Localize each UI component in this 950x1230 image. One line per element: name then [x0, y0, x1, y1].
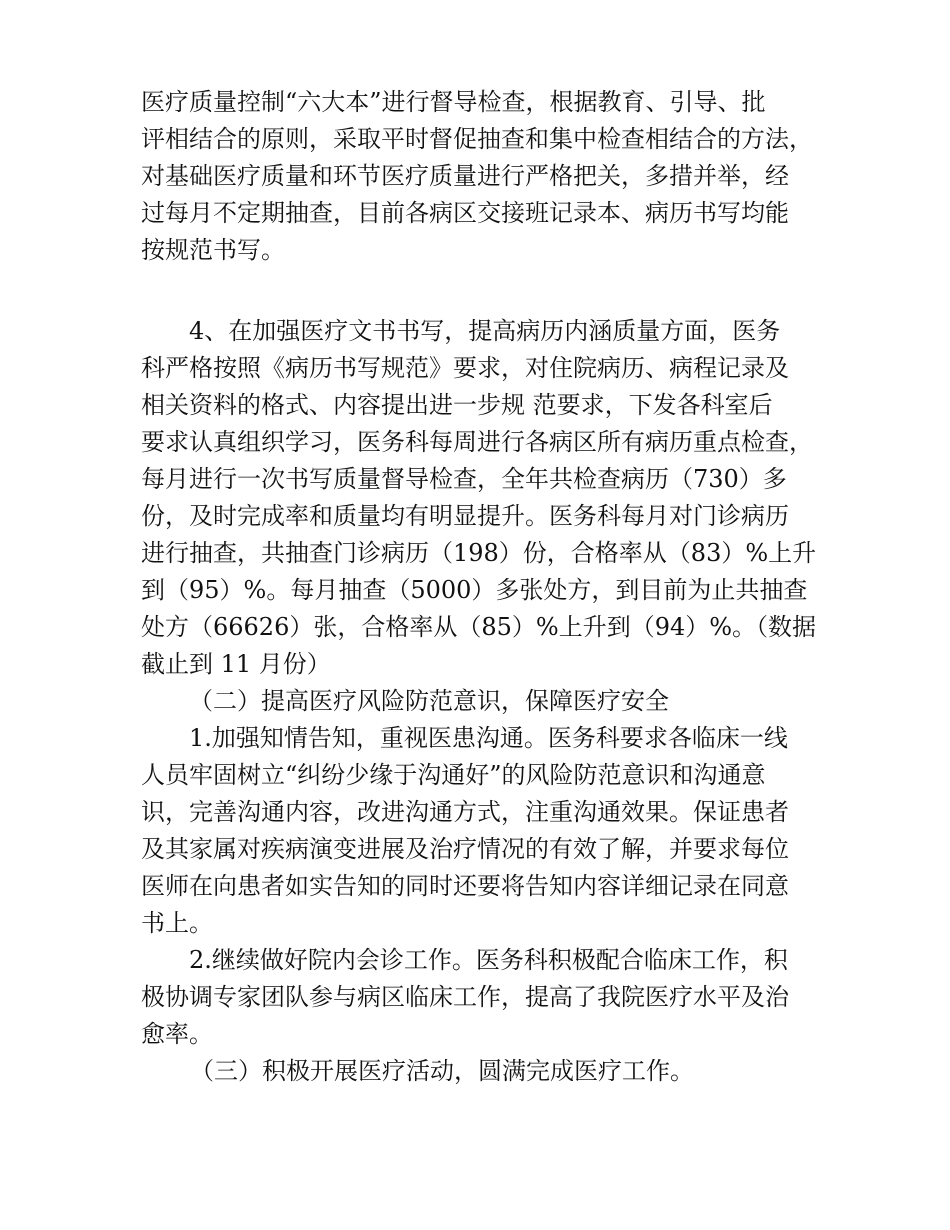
paragraph-line: 按规范书写。 — [141, 236, 285, 264]
paragraph-line: 评相结合的原则，采取平时督促抽查和集中检查相结合的方法， — [141, 125, 813, 153]
section-heading: （三）积极开展医疗活动，圆满完成医疗工作。 — [190, 1057, 694, 1085]
paragraph-line: 识，完善沟通内容，改进沟通方式，注重沟通效果。保证患者 — [141, 798, 789, 826]
section-heading: （二）提高医疗风险防范意识，保障医疗安全 — [189, 687, 669, 715]
paragraph-line: 每月进行一次书写质量督导检查，全年共检查病历（730）多 — [141, 465, 787, 493]
paragraph-line: 相关资料的格式、内容提出进一步规 范要求，下发各科室后 — [141, 391, 773, 419]
paragraph-line: 医师在向患者如实告知的同时还要将告知内容详细记录在同意 — [141, 872, 789, 900]
paragraph-line: 人员牢固树立“纠纷少缘于沟通好”的风险防范意识和沟通意 — [141, 761, 766, 789]
paragraph-line: 1.加强知情告知，重视医患沟通。医务科要求各临床一线 — [189, 724, 788, 752]
paragraph-line: 进行抽查，共抽查门诊病历（198）份，合格率从（83）%上升 — [141, 539, 817, 567]
paragraph-line: 要求认真组织学习，医务科每周进行各病区所有病历重点检查， — [141, 428, 813, 456]
paragraph-line: 愈率。 — [141, 1020, 213, 1048]
paragraph-line: 极协调专家团队参与病区临床工作，提高了我院医疗水平及治 — [141, 983, 789, 1011]
paragraph-line: 份，及时完成率和质量均有明显提升。医务科每月对门诊病历 — [141, 502, 789, 530]
paragraph-line: 2.继续做好院内会诊工作。医务科积极配合临床工作，积 — [189, 946, 788, 974]
paragraph-line: 过每月不定期抽查，目前各病区交接班记录本、病历书写均能 — [141, 199, 789, 227]
paragraph-line: 医疗质量控制“六大本”进行督导检查，根据教育、引导、批 — [141, 88, 766, 116]
paragraph-line: 对基础医疗质量和环节医疗质量进行严格把关，多措并举，经 — [141, 162, 789, 190]
paragraph-line: 到（95）%。每月抽查（5000）多张处方，到目前为止共抽查 — [141, 576, 808, 604]
paragraph-line: 截止到 11 月份） — [141, 650, 331, 678]
paragraph-line: 4、在加强医疗文书书写，提高病历内涵质量方面，医务 — [189, 317, 781, 345]
paragraph-line: 处方（66626）张，合格率从（85）%上升到（94）%。（数据 — [141, 613, 817, 641]
paragraph-line: 科严格按照《病历书写规范》要求，对住院病历、病程记录及 — [141, 354, 789, 382]
paragraph-line: 书上。 — [141, 909, 213, 937]
paragraph-line: 及其家属对疾病演变进展及治疗情况的有效了解，并要求每位 — [141, 835, 789, 863]
